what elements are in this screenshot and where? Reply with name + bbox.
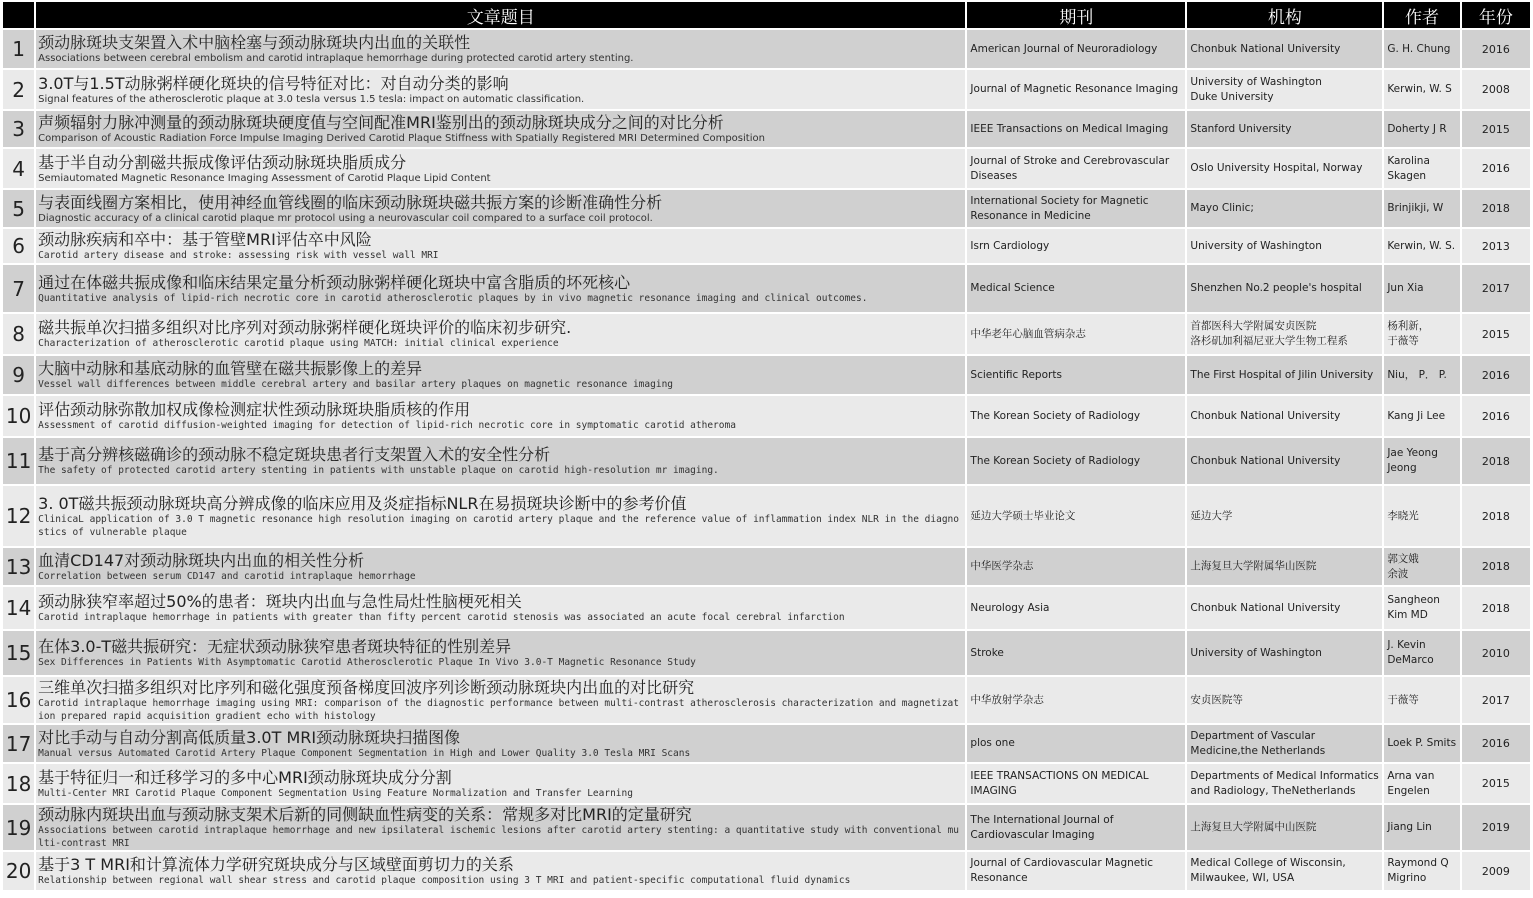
institution-cell: Mayo Clinic; <box>1187 190 1382 227</box>
author-cell: Kerwin, W. S. <box>1384 229 1459 263</box>
title-chinese: 基于高分辨核磁确诊的颈动脉不稳定斑块患者行支架置入术的安全性分析 <box>38 445 551 464</box>
header-year: 年份 <box>1462 2 1530 28</box>
article-title-cell <box>36 548 965 585</box>
year-cell: 2018 <box>1462 587 1530 629</box>
title-chinese: 血清CD147对颈动脉斑块内出血的相关性分析 <box>38 550 365 570</box>
institution-cell: Shenzhen No.2 people's hospital <box>1187 265 1382 312</box>
journal-cell: American Journal of Neuroradiology <box>967 30 1185 68</box>
title-english: Sex Differences in Patients With Asymptomatic Carotid Atherosclerotic Plaque In Vivo 3.0-T Magnetic Resonance Study <box>38 657 696 668</box>
row-number: 14 <box>3 587 34 629</box>
institution-cell: Departments of Medical Informatics and Radiology, TheNetherlands <box>1187 764 1382 803</box>
table-row <box>3 438 1530 484</box>
article-title-cell <box>36 265 965 312</box>
title-english: Quantitative analysis of lipid-rich necrotic core in carotid atherosclerotic plaques by in vivo magnetic resonance imaging and clinical outcomes. <box>38 292 868 304</box>
title-english: Carotid intraplaque hemorrhage in patients with greater than fifty percent carotid stenosis was associated an acute focal cerebral infarction <box>38 612 845 623</box>
year-cell: 2015 <box>1462 764 1530 803</box>
row-number: 18 <box>3 764 34 803</box>
title-chinese: 与表面线圈方案相比，使用神经血管线圈的临床颈动脉斑块磁共振方案的诊断准确性分析 <box>38 192 663 212</box>
row-number: 15 <box>3 631 34 675</box>
article-title-cell <box>36 852 965 890</box>
row-number: 8 <box>3 314 34 354</box>
row-number: 7 <box>3 265 34 312</box>
header-row <box>3 2 1530 28</box>
table-row <box>3 30 1530 68</box>
row-number: 2 <box>3 70 34 109</box>
institution-cell: University of Washington <box>1187 229 1382 263</box>
institution-cell: Chonbuk National University <box>1187 438 1382 484</box>
title-english: Assessment of carotid diffusion-weighted imaging for detection of lipid-rich necrotic core in symptomatic carotid atheroma <box>38 420 736 431</box>
title-chinese: 声频辐射力脉冲测量的颈动脉斑块硬度值与空间配准MRI鉴别出的颈动脉斑块成分之间的对比分析 <box>38 113 724 132</box>
article-title-cell <box>36 631 965 675</box>
title-chinese: 对比手动与自动分割高低质量3.0T MRI颈动脉斑块扫描图像 <box>38 727 461 747</box>
article-title-cell <box>36 725 965 762</box>
title-chinese: 颈动脉斑块支架置入术中脑栓塞与颈动脉斑块内出血的关联性 <box>38 33 471 52</box>
title-chinese: 磁共振单次扫描多组织对比序列对颈动脉粥样硬化斑块评价的临床初步研究. <box>38 318 572 337</box>
year-cell: 2016 <box>1462 30 1530 68</box>
title-chinese: 基于3 T MRI和计算流体力学研究斑块成分与区域壁面剪切力的关系 <box>38 855 514 874</box>
institution-cell: Medical College of Wisconsin, Milwaukee, WI, USA <box>1187 852 1382 890</box>
title-english: Comparison of Acoustic Radiation Force Impulse Imaging Derived Carotid Plaque Stiffness with Spatially Registered MRI Determined Composition <box>38 133 765 144</box>
journal-cell: Medical Science <box>967 265 1185 312</box>
year-cell: 2009 <box>1462 852 1530 890</box>
title-chinese: 评估颈动脉弥散加权成像检测症状性颈动脉斑块脂质核的作用 <box>38 400 471 419</box>
year-cell: 2017 <box>1462 265 1530 312</box>
row-number: 11 <box>3 438 34 484</box>
title-chinese: 颈动脉疾病和卒中：基于管壁MRI评估卒中风险 <box>38 230 372 249</box>
journal-cell: International Society for Magnetic Resonance in Medicine <box>967 190 1185 227</box>
article-title-cell <box>36 587 965 629</box>
row-number: 17 <box>3 725 34 762</box>
title-english: Semiautomated Magnetic Resonance Imaging Assessment of Carotid Plaque Lipid Content <box>38 172 491 184</box>
author-cell: Loek P. Smits <box>1384 725 1459 762</box>
author-cell: 李晓光 <box>1384 486 1459 546</box>
title-chinese: 大脑中动脉和基底动脉的血管壁在磁共振影像上的差异 <box>38 359 423 378</box>
table-row <box>3 805 1530 850</box>
title-chinese: 通过在体磁共振成像和临床结果定量分析颈动脉粥样硬化斑块中富含脂质的坏死核心 <box>38 272 631 292</box>
title-english: Signal features of the atherosclerotic plaque at 3.0 tesla versus 1.5 tesla: impact on automatic classification. <box>38 93 585 105</box>
row-number: 10 <box>3 396 34 436</box>
title-chinese: 3.0T与1.5T动脉粥样硬化斑块的信号特征对比：对自动分类的影响 <box>38 73 509 93</box>
institution-cell: The First Hospital of Jilin University <box>1187 356 1382 394</box>
journal-cell: Journal of Cardiovascular Magnetic Resonance <box>967 852 1185 890</box>
institution-cell: Chonbuk National University <box>1187 30 1382 68</box>
year-cell: 2008 <box>1462 70 1530 109</box>
author-cell: Kerwin, W. S <box>1384 70 1459 109</box>
institution-cell: 延边大学 <box>1187 486 1382 546</box>
author-cell: Sangheon Kim MD <box>1384 587 1459 629</box>
table-row <box>3 356 1530 394</box>
article-title-cell <box>36 70 965 109</box>
year-cell: 2015 <box>1462 111 1530 147</box>
title-english: ClinicaL application of 3.0 T magnetic resonance high resolution imaging on carotid artery plaque and the reference value of inflammation index NLR in the diagnostics of vulnerable plaque <box>38 513 959 538</box>
title-english: Diagnostic accuracy of a clinical carotid plaque mr protocol using a neurovascular coil compared to a surface coil protocol. <box>38 212 653 224</box>
journal-cell: Journal of Magnetic Resonance Imaging <box>967 70 1185 109</box>
institution-cell: 安贞医院等 <box>1187 677 1382 723</box>
institution-cell: University of Washington Duke University <box>1187 70 1382 109</box>
row-number: 1 <box>3 30 34 68</box>
institution-cell: 首都医科大学附属安贞医院 洛杉矶加利福尼亚大学生物工程系 <box>1187 314 1382 354</box>
journal-cell: The Korean Society of Radiology <box>967 396 1185 436</box>
institution-cell: Stanford University <box>1187 111 1382 147</box>
title-english: Vessel wall differences between middle cerebral artery and basilar artery plaques on magnetic resonance imaging <box>38 379 674 390</box>
row-number: 5 <box>3 190 34 227</box>
article-title-cell <box>36 314 965 354</box>
author-cell: Raymond Q Migrino <box>1384 852 1459 890</box>
author-cell: J. Kevin DeMarco <box>1384 631 1459 675</box>
article-title-cell <box>36 356 965 394</box>
journal-cell: Neurology Asia <box>967 587 1185 629</box>
journal-cell: 中华放射学杂志 <box>967 677 1185 723</box>
title-chinese: 基于特征归一和迁移学习的多中心MRI颈动脉斑块成分分割 <box>38 767 452 787</box>
literature-table <box>1 0 1532 892</box>
title-english: The safety of protected carotid artery stenting in patients with unstable plaque on carotid high-resolution mr imaging. <box>38 465 719 476</box>
header-num <box>3 2 34 28</box>
title-english: Manual versus Automated Carotid Artery Plaque Component Segmentation in High and Lower Quality 3.0 Tesla MRI Scans <box>38 747 691 759</box>
row-number: 20 <box>3 852 34 890</box>
title-chinese: 三维单次扫描多组织对比序列和磁化强度预备梯度回波序列诊断颈动脉斑块内出血的对比研究 <box>38 677 695 697</box>
journal-cell: 中华老年心脑血管病杂志 <box>967 314 1185 354</box>
year-cell: 2016 <box>1462 149 1530 188</box>
title-chinese: 颈动脉狭窄率超过50%的患者：斑块内出血与急性局灶性脑梗死相关 <box>38 592 522 611</box>
author-cell: Brinjikji, W <box>1384 190 1459 227</box>
title-english: Relationship between regional wall shear stress and carotid plaque composition using 3 T MRI and patient-specific computational fluid dynamics <box>38 875 851 886</box>
title-english: Associations between carotid intraplaque hemorrhage and new ipsilateral ischemic lesions after carotid artery stenting: a quantitative study with conventional multi-contrast MRI <box>38 825 959 849</box>
author-cell: Arna van Engelen <box>1384 764 1459 803</box>
title-chinese: 3. 0T磁共振颈动脉斑块高分辨成像的临床应用及炎症指标NLR在易损斑块诊断中的参考价值 <box>38 493 687 513</box>
year-cell: 2016 <box>1462 356 1530 394</box>
institution-cell: University of Washington <box>1187 631 1382 675</box>
author-cell: G. H. Chung <box>1384 30 1459 68</box>
article-title-cell <box>36 111 965 147</box>
article-title-cell <box>36 396 965 436</box>
table-row <box>3 314 1530 354</box>
year-cell: 2010 <box>1462 631 1530 675</box>
author-cell: Doherty J R <box>1384 111 1459 147</box>
title-english: Carotid intraplaque hemorrhage imaging using MRI: comparison of the diagnostic performance between multi-contrast atherosclerosis characterization and magnetization prepared rapid acquisition gradient echo with histology <box>38 697 959 722</box>
institution-cell: 上海复旦大学附属华山医院 <box>1187 548 1382 585</box>
table-row <box>3 548 1530 585</box>
table-row <box>3 764 1530 803</box>
title-chinese: 颈动脉内斑块出血与颈动脉支架术后新的同侧缺血性病变的关系：常规多对比MRI的定量研究 <box>38 805 692 824</box>
journal-cell: IEEE TRANSACTIONS ON MEDICAL IMAGING <box>967 764 1185 803</box>
institution-cell: Chonbuk National University <box>1187 587 1382 629</box>
institution-cell: Oslo University Hospital, Norway <box>1187 149 1382 188</box>
header-journal: 期刊 <box>967 2 1185 28</box>
author-cell: Karolina Skagen <box>1384 149 1459 188</box>
title-english: Carotid artery disease and stroke: assessing risk with vessel wall MRI <box>38 250 439 261</box>
year-cell: 2018 <box>1462 438 1530 484</box>
year-cell: 2016 <box>1462 725 1530 762</box>
table-row <box>3 265 1530 312</box>
row-number: 3 <box>3 111 34 147</box>
year-cell: 2015 <box>1462 314 1530 354</box>
author-cell: Jiang Lin <box>1384 805 1459 850</box>
article-title-cell <box>36 764 965 803</box>
year-cell: 2018 <box>1462 190 1530 227</box>
author-cell: 郭文娥 余波 <box>1384 548 1459 585</box>
year-cell: 2019 <box>1462 805 1530 850</box>
author-cell: Jun Xia <box>1384 265 1459 312</box>
article-title-cell <box>36 438 965 484</box>
year-cell: 2018 <box>1462 548 1530 585</box>
row-number: 12 <box>3 486 34 546</box>
author-cell: 杨利新， 于薇等 <box>1384 314 1459 354</box>
journal-cell: 延边大学硕士毕业论文 <box>967 486 1185 546</box>
year-cell: 2013 <box>1462 229 1530 263</box>
title-english: Multi-Center MRI Carotid Plaque Component Segmentation Using Feature Normalization and Transfer Learning <box>38 787 633 799</box>
journal-cell: IEEE Transactions on Medical Imaging <box>967 111 1185 147</box>
article-title-cell <box>36 149 965 188</box>
article-title-cell <box>36 229 965 263</box>
table-row <box>3 725 1530 762</box>
title-chinese: 在体3.0-T磁共振研究：无症状颈动脉狭窄患者斑块特征的性别差异 <box>38 637 512 656</box>
title-chinese: 基于半自动分割磁共振成像评估颈动脉斑块脂质成分 <box>38 152 407 172</box>
header-title: 文章题目 <box>36 2 965 28</box>
year-cell: 2016 <box>1462 396 1530 436</box>
table-row <box>3 852 1530 890</box>
row-number: 16 <box>3 677 34 723</box>
row-number: 6 <box>3 229 34 263</box>
table-row <box>3 631 1530 675</box>
article-title-cell <box>36 677 965 723</box>
journal-cell: Stroke <box>967 631 1185 675</box>
journal-cell: Scientific Reports <box>967 356 1185 394</box>
institution-cell: Chonbuk National University <box>1187 396 1382 436</box>
journal-cell: The International Journal of Cardiovascular Imaging <box>967 805 1185 850</box>
year-cell: 2017 <box>1462 677 1530 723</box>
journal-cell: The Korean Society of Radiology <box>967 438 1185 484</box>
table-row <box>3 486 1530 546</box>
author-cell: Niu， P． P. <box>1384 356 1459 394</box>
title-english: Characterization of atherosclerotic carotid plaque using MATCH: initial clinical experience <box>38 338 559 349</box>
table-row <box>3 149 1530 188</box>
institution-cell: Department of Vascular Medicine,the Netherlands <box>1187 725 1382 762</box>
journal-cell: 中华医学杂志 <box>967 548 1185 585</box>
table-row <box>3 190 1530 227</box>
row-number: 13 <box>3 548 34 585</box>
institution-cell: 上海复旦大学附属中山医院 <box>1187 805 1382 850</box>
table-row <box>3 70 1530 109</box>
article-title-cell <box>36 30 965 68</box>
article-title-cell <box>36 805 965 850</box>
title-english: Correlation between serum CD147 and carotid intraplaque hemorrhage <box>38 570 416 582</box>
table-row <box>3 677 1530 723</box>
row-number: 9 <box>3 356 34 394</box>
year-cell: 2018 <box>1462 486 1530 546</box>
author-cell: Jae Yeong Jeong <box>1384 438 1459 484</box>
journal-cell: Journal of Stroke and Cerebrovascular Diseases <box>967 149 1185 188</box>
table-row <box>3 111 1530 147</box>
author-cell: 于薇等 <box>1384 677 1459 723</box>
author-cell: Kang Ji Lee <box>1384 396 1459 436</box>
header-author: 作者 <box>1384 2 1459 28</box>
journal-cell: plos one <box>967 725 1185 762</box>
title-english: Associations between cerebral embolism and carotid intraplaque hemorrhage during protected carotid artery stenting. <box>38 53 634 64</box>
article-title-cell <box>36 190 965 227</box>
row-number: 4 <box>3 149 34 188</box>
table-row <box>3 587 1530 629</box>
table-row <box>3 229 1530 263</box>
header-institution: 机构 <box>1187 2 1382 28</box>
article-title-cell <box>36 486 965 546</box>
table-row <box>3 396 1530 436</box>
row-number: 19 <box>3 805 34 850</box>
journal-cell: Isrn Cardiology <box>967 229 1185 263</box>
